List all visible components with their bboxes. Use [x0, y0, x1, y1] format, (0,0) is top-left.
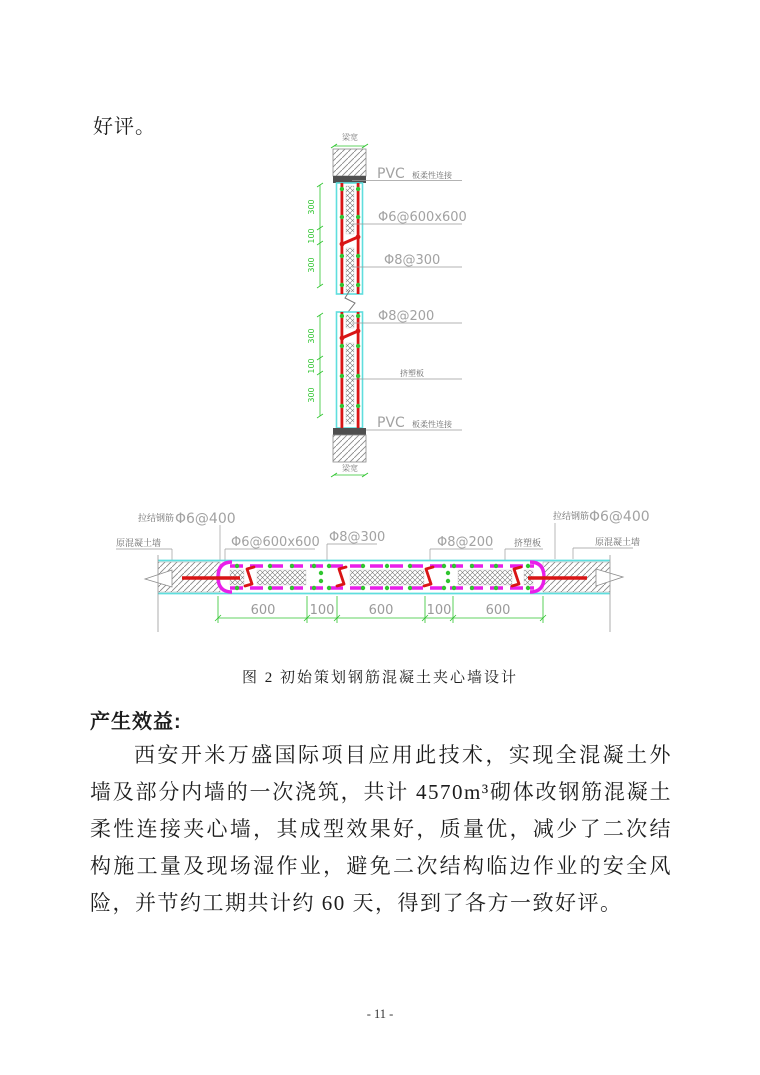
body-paragraph: 西安开米万盛国际项目应用此技术，实现全混凝土外墙及部分内墙的一次浇筑，共计 4570m³砌体改钢筋混凝土柔性连接夹心墙，其成型效果好，质量优，减少了二次结构施工量及现场湿作业，避免二次结构临边作业的安全风险，并节约工期共计约 60 天，得到了各方一致好评。 [90, 743, 672, 915]
dim-300-upper-1: 300 [307, 199, 316, 215]
upper-wall-segment [337, 183, 363, 294]
bottom-pvc-strip [333, 428, 366, 435]
figure-horizontal-section [100, 495, 660, 645]
page-number: - 11 - [366, 1006, 394, 1021]
dim-300-upper-2: 300 [307, 257, 316, 273]
dim-100-2: 100 [426, 603, 452, 618]
mesh-label: Φ6@600x600 [231, 535, 320, 550]
pvc-code-top: PVC [377, 166, 405, 182]
tie200-label: Φ8@200 [378, 309, 435, 324]
dim-600-2: 600 [368, 603, 394, 618]
opening-text: 好评。 [93, 116, 156, 138]
tie-rebar-right-cn: 拉结钢筋 [553, 512, 590, 522]
dim-100-lower: 100 [307, 358, 316, 374]
figure-caption: 图 2 初始策划钢筋混凝土夹心墙设计 [241, 670, 518, 686]
dim-100-1: 100 [309, 603, 335, 618]
figure-vertical-section [300, 128, 470, 480]
lower-wall-segment [337, 312, 363, 428]
dim-300-lower-1: 300 [307, 328, 316, 344]
top-beam-hatch [333, 149, 366, 176]
wall-label-left: 原混凝土墙 [116, 539, 162, 549]
tie300-label: Φ8@300 [384, 253, 441, 268]
pvc-code-bottom: PVC [377, 415, 405, 431]
section-heading: 产生效益: [90, 711, 182, 733]
beam-width-label-bottom: 梁宽 [342, 464, 358, 473]
dimension-line [215, 596, 546, 623]
insulation-label: 挤塑板 [514, 539, 542, 549]
tie-rebar-right-code: Φ6@400 [589, 509, 650, 525]
beam-width-dim-bottom [331, 463, 368, 477]
dim-600-1: 600 [250, 603, 276, 618]
pvc-label-top: 板柔性连接 [412, 171, 452, 180]
mesh-label: Φ6@600x600 [378, 210, 467, 225]
insulation-label: 挤塑板 [400, 369, 424, 378]
annotations-lower [352, 309, 462, 431]
dim-300-lower-2: 300 [307, 387, 316, 403]
annotations-upper [352, 166, 467, 268]
wall-label-right: 原混凝土墙 [595, 538, 641, 548]
dim-600-3: 600 [485, 603, 511, 618]
top-pvc-strip [333, 176, 366, 183]
wall-band [145, 555, 623, 632]
left-dims-upper [317, 183, 323, 288]
bottom-beam-hatch [333, 435, 366, 462]
beam-width-label-top: 梁宽 [342, 133, 358, 142]
beam-width-dim-top [331, 132, 368, 148]
tie-rebar-left-cn: 拉结钢筋 [138, 514, 175, 524]
tie200-label: Φ8@200 [437, 535, 494, 550]
left-dims-lower [317, 313, 323, 418]
tie300-label: Φ8@300 [329, 530, 386, 545]
dim-100-upper: 100 [307, 228, 316, 244]
insulation-strips [230, 570, 533, 585]
pvc-label-bottom: 板柔性连接 [412, 420, 452, 429]
tie-rebar-left-code: Φ6@400 [175, 511, 236, 527]
